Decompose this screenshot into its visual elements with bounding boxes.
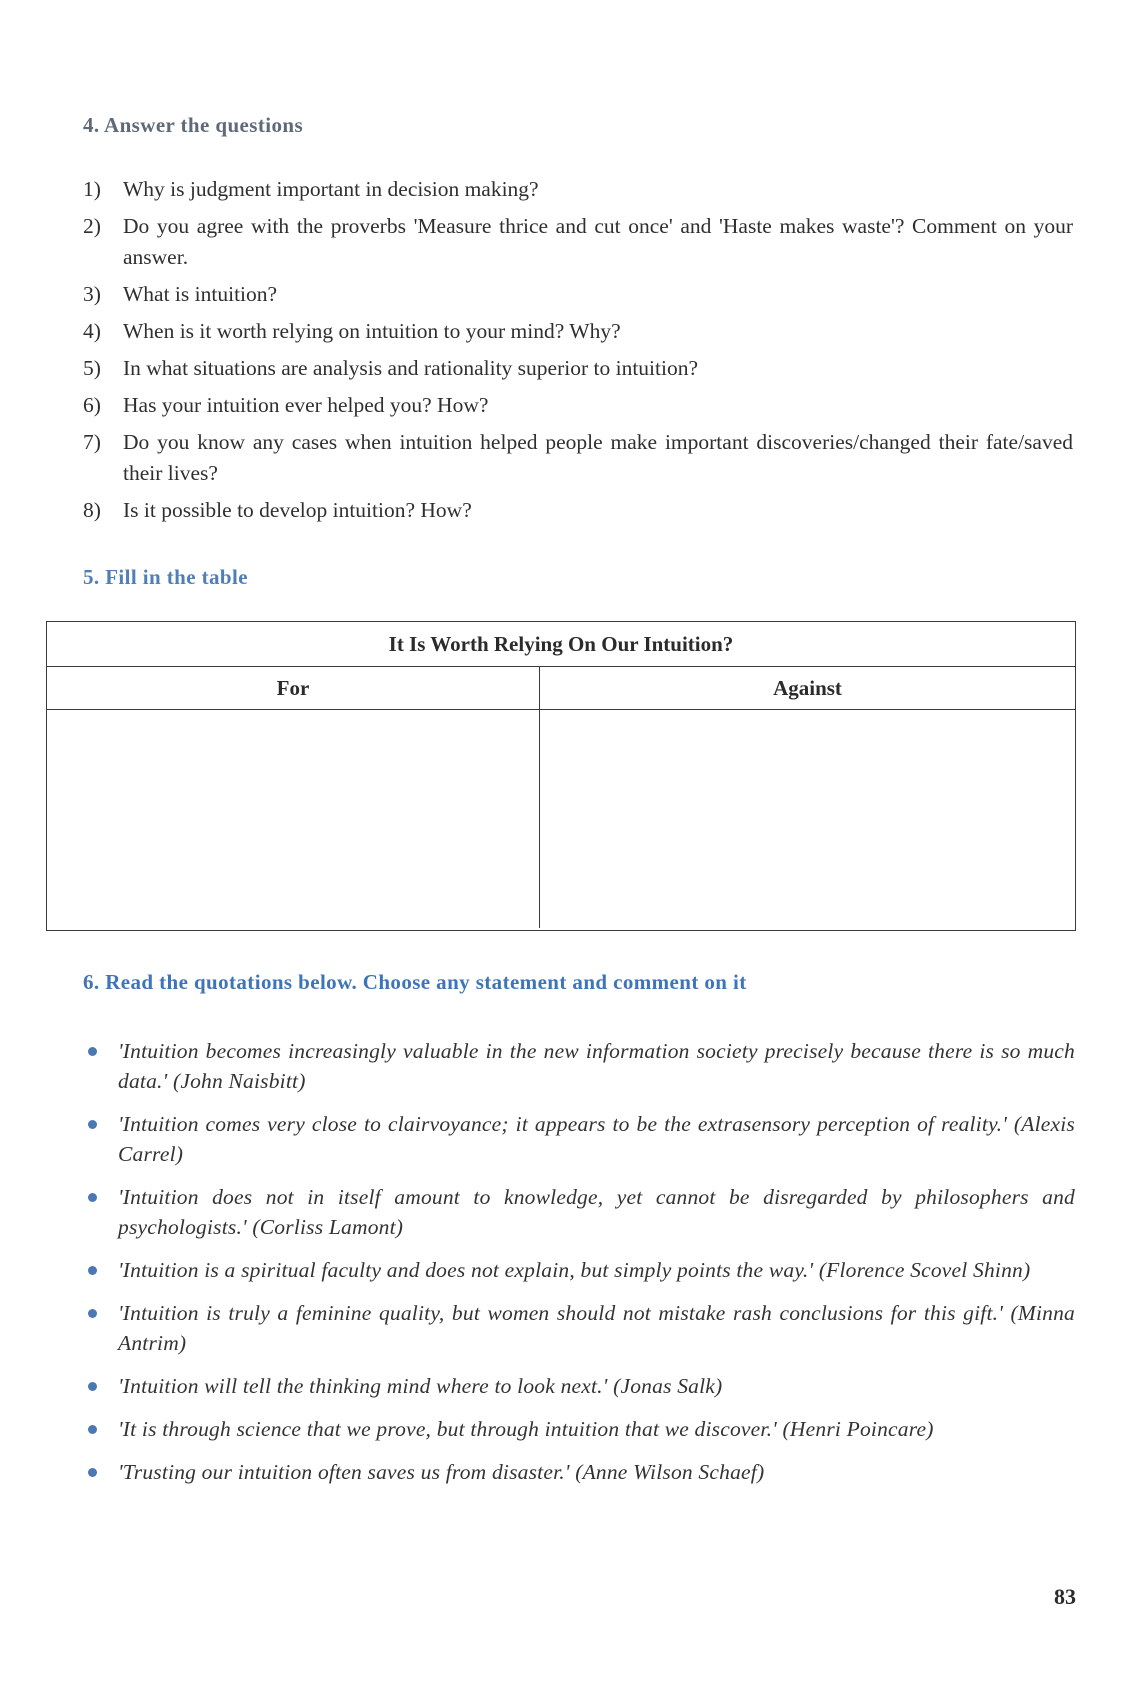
question-number: 6) [83, 393, 101, 417]
quote-text: 'It is through science that we prove, but through intuition that we discover.' (Henri Poincare) [118, 1417, 934, 1441]
question-text: What is intuition? [123, 282, 278, 306]
quote-text: 'Intuition is truly a feminine quality, but women should not mistake rash conclusions for this gift.' (Minna Antrim) [118, 1301, 1075, 1355]
quote-item [83, 1457, 1075, 1487]
column-against-header: Against [773, 675, 842, 700]
question-item [83, 316, 1073, 347]
cell-against-answer[interactable] [540, 710, 1075, 928]
quote-item [83, 1371, 1075, 1401]
bullet-icon [83, 1414, 118, 1444]
quote-item [83, 1109, 1075, 1169]
question-item [83, 211, 1073, 273]
bullet-icon [83, 1036, 118, 1096]
question-text: Is it possible to develop intuition? How? [123, 498, 472, 522]
question-number: 5) [83, 356, 101, 380]
section-6-heading: 6. Read the quotations below. Choose any statement and comment on it [83, 970, 747, 994]
for-against-table [46, 621, 1076, 931]
bullet-icon [83, 1255, 118, 1285]
quote-text: 'Trusting our intuition often saves us from disaster.' (Anne Wilson Schaef) [118, 1460, 765, 1484]
quote-text: 'Intuition does not in itself amount to knowledge, yet cannot be disregarded by philosophers and psychologists.' (Corliss Lamont) [118, 1185, 1075, 1239]
question-text: Do you agree with the proverbs 'Measure thrice and cut once' and 'Haste makes waste'? Comment on your answer. [123, 214, 1073, 269]
quote-text: 'Intuition becomes increasingly valuable in the new information society precisely because there is so much data.' (John Naisbitt) [118, 1039, 1075, 1093]
question-item [83, 353, 1073, 384]
question-item [83, 495, 1073, 526]
question-item [83, 279, 1073, 310]
quote-text: 'Intuition is a spiritual faculty and does not explain, but simply points the way.' (Florence Scovel Shinn) [118, 1258, 1031, 1282]
table-header-row [47, 667, 1075, 710]
question-item [83, 427, 1073, 489]
bullet-icon [83, 1457, 118, 1487]
questions-list [83, 174, 1073, 532]
quote-item [83, 1036, 1075, 1096]
quote-item [83, 1255, 1075, 1285]
cell-for-answer[interactable] [47, 710, 540, 928]
question-number: 7) [83, 430, 101, 454]
question-number: 4) [83, 319, 101, 343]
question-number: 2) [83, 214, 101, 238]
question-number: 1) [83, 177, 101, 201]
table-caption: It Is Worth Relying On Our Intuition? [47, 622, 1075, 667]
bullet-icon [83, 1298, 118, 1358]
table-body-row [47, 710, 1075, 928]
quotations-list [83, 1036, 1075, 1500]
question-item [83, 390, 1073, 421]
quote-item [83, 1182, 1075, 1242]
question-text: Has your intuition ever helped you? How? [123, 393, 489, 417]
question-text: Why is judgment important in decision making? [123, 177, 539, 201]
quote-item [83, 1414, 1075, 1444]
quote-item [83, 1298, 1075, 1358]
question-text: When is it worth relying on intuition to your mind? Why? [123, 319, 621, 343]
quote-text: 'Intuition comes very close to clairvoyance; it appears to be the extrasensory perception of reality.' (Alexis Carrel) [118, 1112, 1075, 1166]
bullet-icon [83, 1182, 118, 1242]
section-5-heading: 5. Fill in the table [83, 565, 248, 589]
question-text: Do you know any cases when intuition helped people make important discoveries/changed their fate/saved their lives? [123, 430, 1073, 485]
section-4-heading: 4. Answer the questions [83, 113, 304, 137]
question-text: In what situations are analysis and rationality superior to intuition? [123, 356, 698, 380]
quote-text: 'Intuition will tell the thinking mind where to look next.' (Jonas Salk) [118, 1374, 723, 1398]
bullet-icon [83, 1371, 118, 1401]
column-for-header: For [47, 667, 540, 709]
bullet-icon [83, 1109, 118, 1169]
page-number: 83 [1054, 1584, 1076, 1609]
question-number: 3) [83, 282, 101, 306]
question-item [83, 174, 1073, 205]
question-number: 8) [83, 498, 101, 522]
